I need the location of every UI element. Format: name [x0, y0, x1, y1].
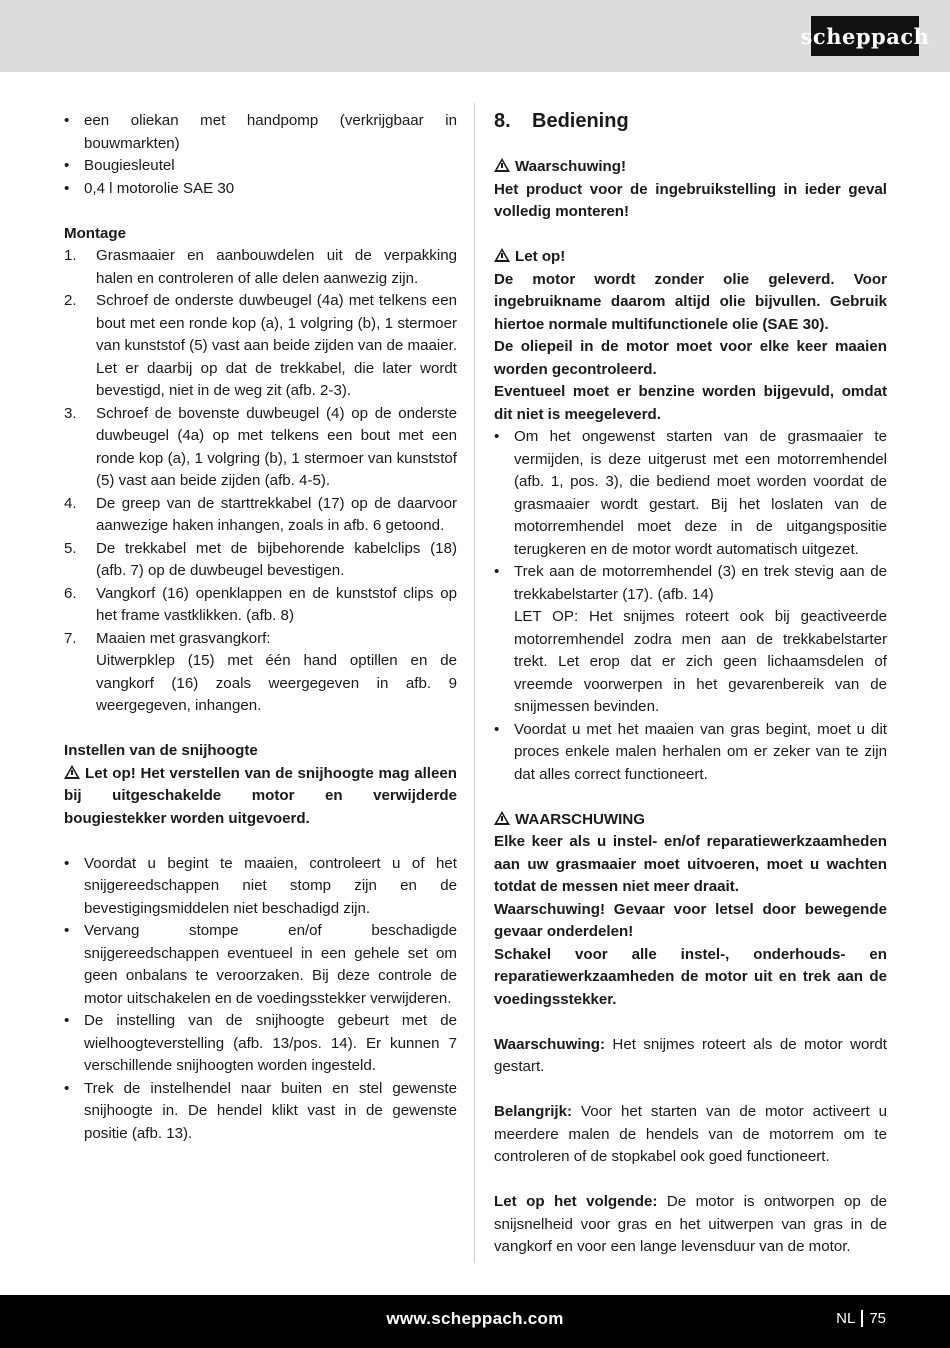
list-item: • Voordat u begint te maaien, controleert u of het snijgereedschappen niet stomp zijn en de bevestigingsmiddelen niet beschadigd zijn. — [64, 854, 457, 917]
warning-text: De oliepeil in de motor moet voor elke keer maaien worden gecontroleerd. — [494, 338, 887, 378]
note-paragraph: Let op het volgende: De motor is ontworpen op de snijsnelheid voor gras en het uitwerpen van gras in de vangkorf en voor een lange levensduur van de motor. — [494, 1193, 887, 1255]
warning-triangle-icon — [494, 248, 510, 262]
warning-title: Let op! — [494, 246, 887, 269]
montage-step: 7. Maaien met grasvangkorf: Uitwerpklep (15) met één hand optillen en de vangkorf (16) zoals weergegeven in afb. 9 weergegeven, inhangen. — [64, 629, 457, 714]
left-column — [64, 110, 457, 1145]
list-item: • 0,4 l motorolie SAE 30 — [64, 179, 235, 197]
list-item: • Vervang stompe en/of beschadigde snijgereedschappen eventueel in een gehele set om geen onbalans te veroorzaken. Bij deze controle de motor uitschakelen en de voedingsstekker verwijderen. — [64, 922, 457, 1007]
warning-text: Schakel voor alle instel-, onderhouds- en reparatiewerkzaamheden de motor uit en trek aan de voedingsstekker. — [494, 945, 887, 1008]
scheppach-logo: scheppach — [811, 16, 919, 56]
page-header — [0, 0, 950, 72]
note-paragraph: Waarschuwing: Het snijmes roteert als de motor wordt gestart. — [494, 1035, 887, 1075]
warning-text: Elke keer als u instel- en/of reparatiewerkzaamheden aan uw grasmaaier moet uitvoeren, moet u wachten totdat de messen niet meer draait. — [494, 833, 887, 895]
list-item: • Bougiesleutel — [64, 157, 175, 174]
montage-step: 6. Vangkorf (16) openklappen en de kunststof clips op het frame vastklikken. (afb. 8) — [64, 584, 457, 624]
montage-step: 3. Schroef de bovenste duwbeugel (4) op de onderste duwbeugel (4a) op met telkens een bout met een ronde kop (a), 1 volgring (b), 1 stermoer van kunststof (5) vast aan beide zijden (afb. 4-5). — [64, 404, 457, 489]
warning-text: Eventueel moet er benzine worden bijgevuld, omdat dit niet is meegeleverd. — [494, 383, 887, 423]
montage-step: 4. De greep van de starttrekkabel (17) op de daarvoor aanwezige haken inhangen, zoals in afb. 6 getoond. — [64, 494, 457, 534]
montage-heading: Montage — [64, 224, 127, 242]
warning-title: Waarschuwing! — [494, 156, 887, 179]
list-item: • Om het ongewenst starten van de grasmaaier te vermijden, is deze uitgerust met een motorremhendel (afb. 1, pos. 3), die bediend moet worden voordat de grasmaaier wordt gestart. Bij het loslaten van de motorremhendel moet deze in de uitgangspositie terugkeren en de motor wordt automatisch uitgezet. — [494, 428, 887, 558]
list-item: • Trek de instelhendel naar buiten en stel gewenste snijhoogte in. De hendel klikt vast in de gewenste positie (afb. 13). — [64, 1079, 457, 1142]
right-column — [494, 110, 887, 1259]
warning-text: Waarschuwing! Gevaar voor letsel door bewegende gevaar onderdelen! — [494, 900, 887, 940]
warning-text: De motor wordt zonder olie geleverd. Voor ingebruikname daarom altijd olie bijvullen. Gebruik hiertoe normale multifunctionele olie (SAE 30). — [494, 270, 887, 333]
warning-triangle-icon — [494, 158, 510, 172]
footer-url[interactable]: www.scheppach.com — [386, 1309, 564, 1328]
list-item: • Voordat u met het maaien van gras begint, moet u dit proces enkele malen herhalen om er zeker van te zijn dat alles correct functioneert. — [494, 720, 887, 783]
montage-step: 2. Schroef de onderste duwbeugel (4a) met telkens een bout met een ronde kop (a), 1 volgring (b), 1 stermoer van kunststof (5) vast aan beide zijden van de maaier. Let er daarbij op dat de trekkabel, die later wordt bevestigd, niet in de weg zit (afb. 2-3). — [64, 292, 457, 399]
warning-text: Het product voor de ingebruikstelling in ieder geval volledig monteren! — [494, 180, 887, 220]
warning-triangle-icon — [64, 765, 80, 779]
page-footer — [0, 1295, 950, 1348]
snijhoogte-heading: Instellen van de snijhoogte — [64, 742, 258, 759]
column-divider — [474, 103, 475, 1263]
section-heading: 8. Bediening — [494, 110, 629, 132]
list-item: • een oliekan met handpomp (verkrijgbaar in bouwmarkten) — [64, 112, 457, 152]
list-item: • De instelling van de snijhoogte gebeurt met de wielhoogteverstelling (afb. 13/pos. 14). Er kunnen 7 verschillende snijhoogten worden ingesteld. — [64, 1012, 457, 1074]
page-number: NL 75 — [836, 1310, 886, 1327]
list-item: • Trek aan de motorremhendel (3) en trek stevig aan de trekkabelstarter (17). (afb. 14) LET OP: Het snijmes roteert ook bij geactiveerde motorremhendel zodra men aan de trekkabelstarter trekt. Let erop dat er zich geen lichaamsdelen of vreemde voorwerpen in het gevarenbereik van de snijmessen bevinden. — [494, 563, 887, 715]
note-paragraph: Belangrijk: Voor het starten van de motor activeert u meerdere malen de hendels van de motorrem om te controleren of de stopkabel ook goed functioneert. — [494, 1103, 887, 1165]
snijhoogte-warning: Let op! Het verstellen van de snijhoogte mag alleen bij uitgeschakelde motor en verwijderde bougiestekker worden uitgevoerd. — [64, 764, 457, 827]
warning-triangle-icon — [494, 811, 510, 825]
warning-title: WAARSCHUWING — [494, 809, 887, 832]
montage-step: 1. Grasmaaier en aanbouwdelen uit de verpakking halen en controleren of alle delen aanwezig zijn. — [64, 247, 457, 287]
montage-step: 5. De trekkabel met de bijbehorende kabelclips (18) (afb. 7) op de duwbeugel bevestigen. — [64, 539, 457, 579]
